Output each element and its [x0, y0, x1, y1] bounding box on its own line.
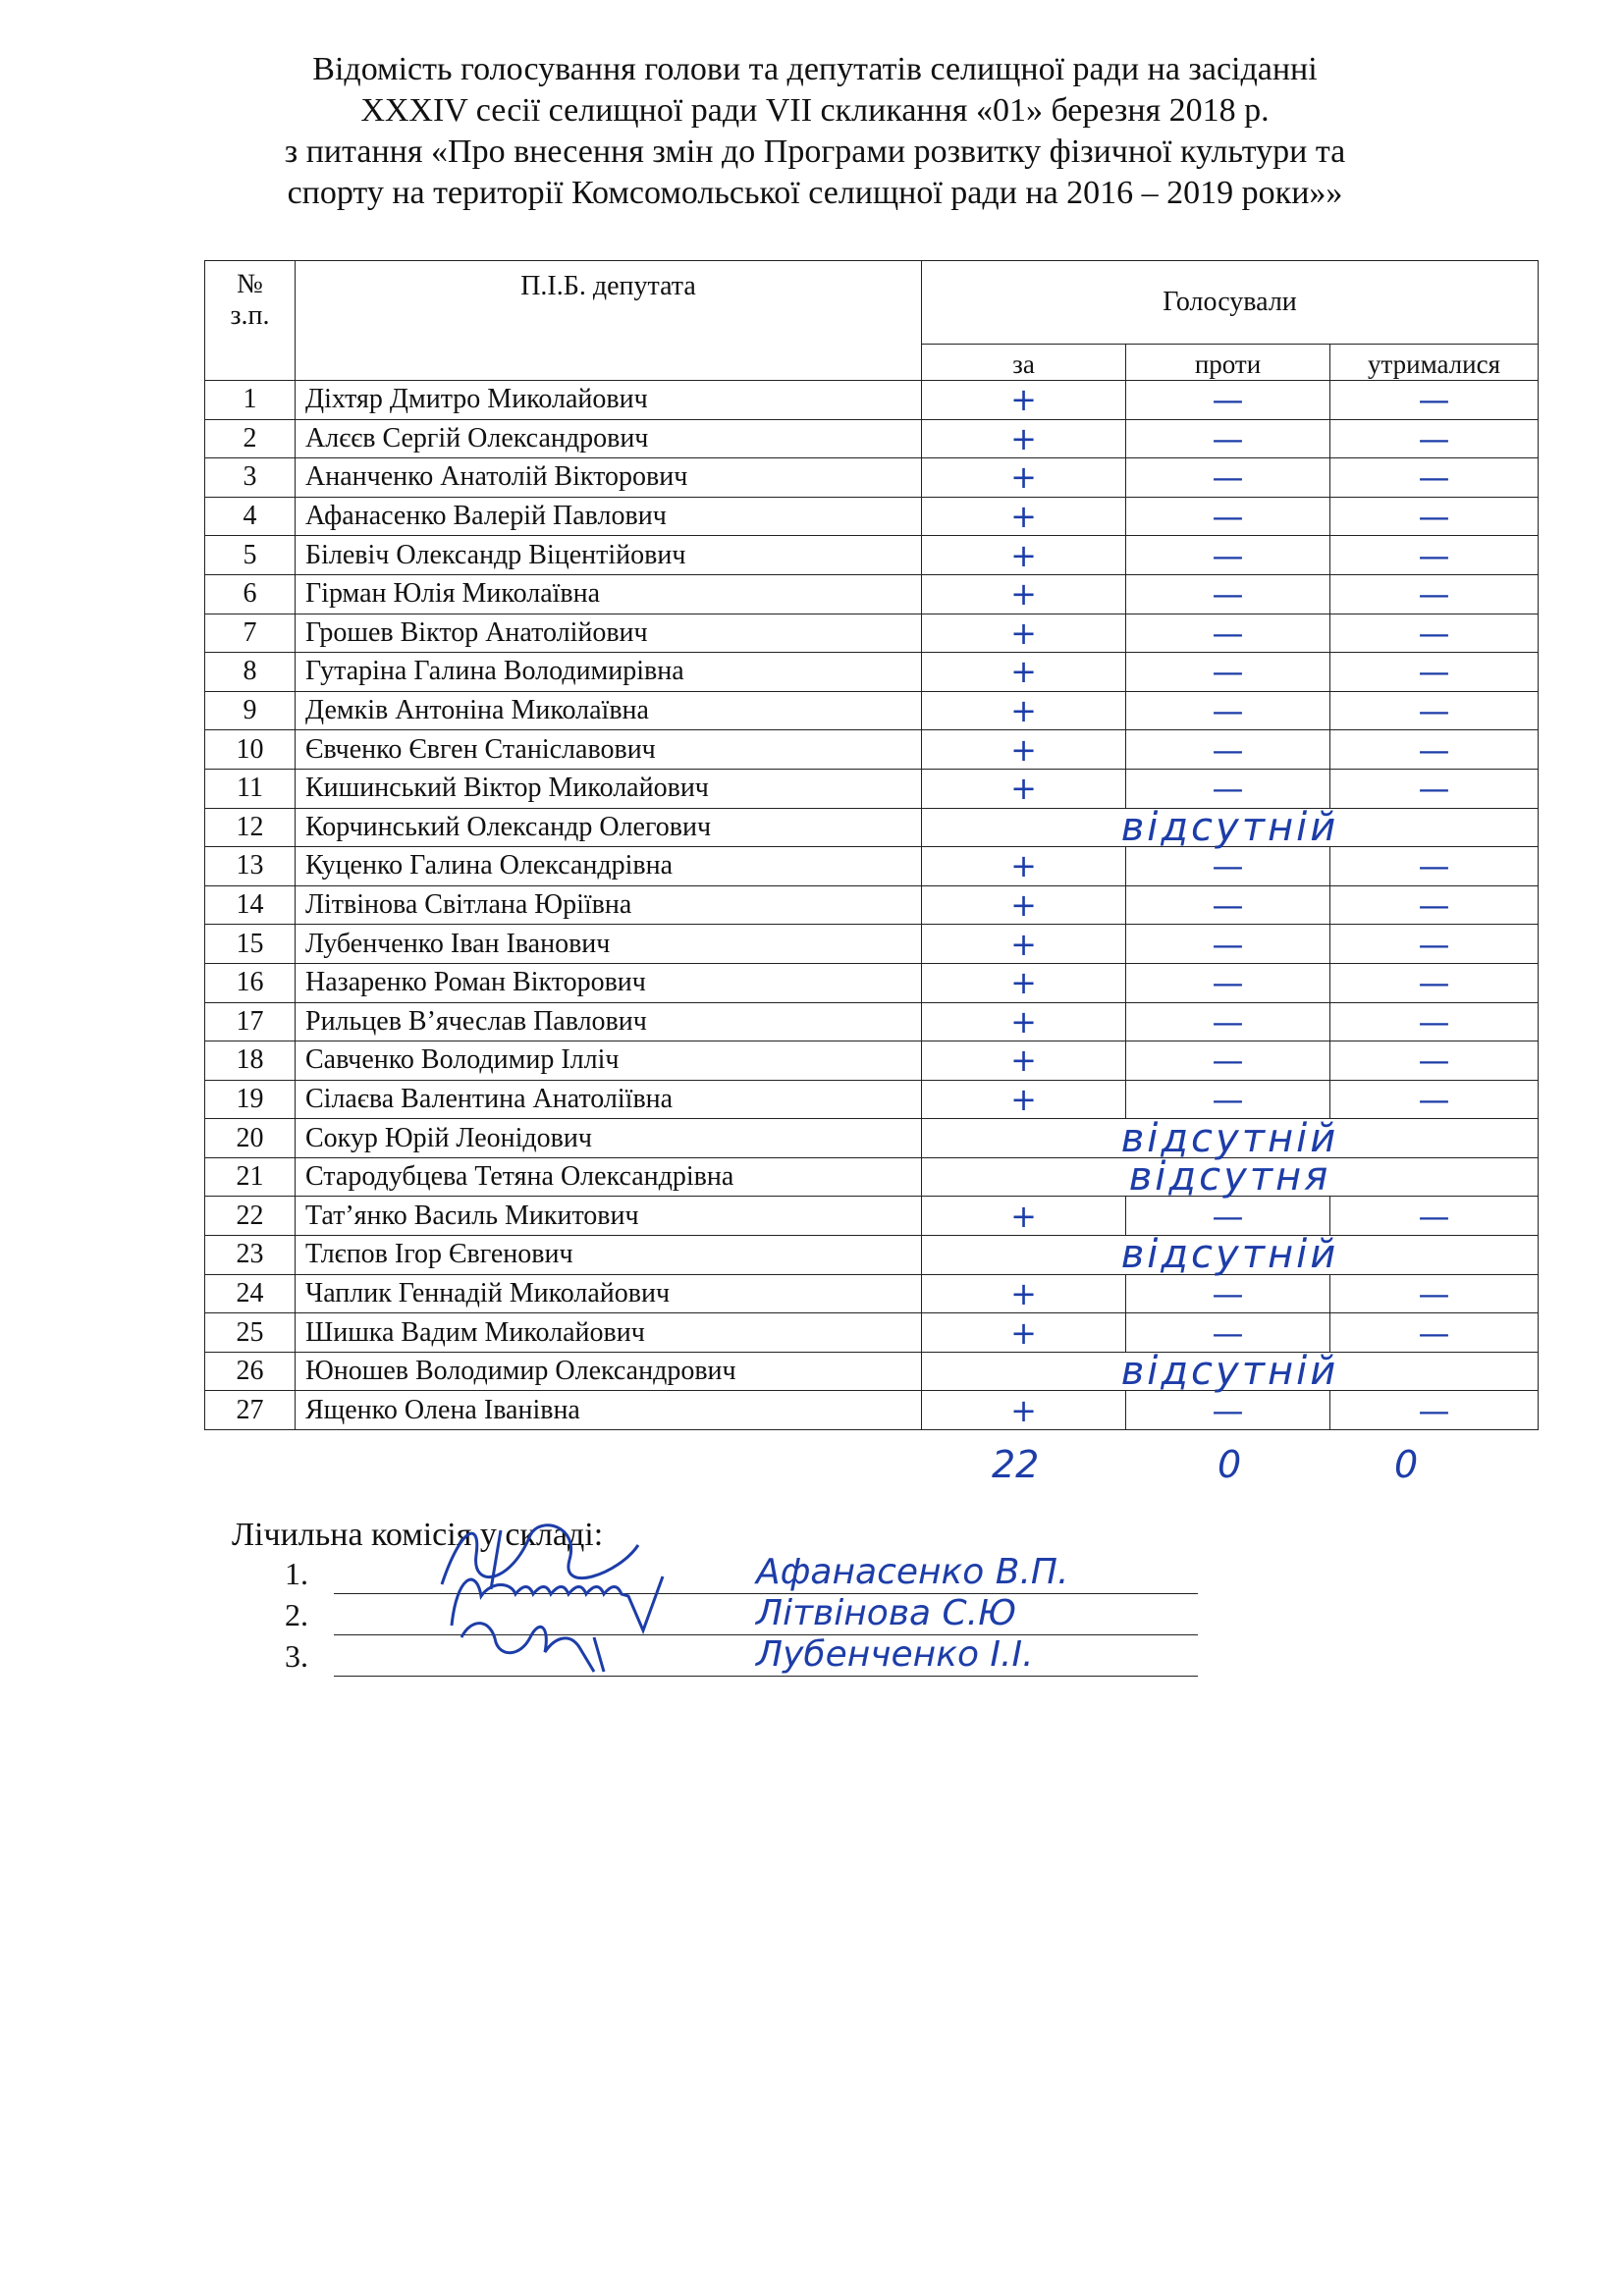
vote-against: —: [1126, 1274, 1330, 1313]
row-number: 8: [205, 653, 296, 692]
deputy-name: Юношев Володимир Олександрович: [296, 1352, 922, 1391]
deputy-name: Шишка Вадим Миколайович: [296, 1313, 922, 1353]
vote-against: —: [1126, 691, 1330, 730]
row-number: 12: [205, 808, 296, 847]
vote-against: —: [1126, 574, 1330, 614]
row-number: 14: [205, 885, 296, 925]
deputy-name: Лубенченко Іван Іванович: [296, 925, 922, 964]
row-number: 2: [205, 419, 296, 458]
vote-for: +: [922, 1002, 1126, 1041]
vote-abstain: —: [1330, 381, 1539, 420]
vote-against: —: [1126, 1391, 1330, 1430]
vote-against: —: [1126, 458, 1330, 498]
table-row: [205, 1197, 1539, 1236]
table-row: [205, 1080, 1539, 1119]
vote-for: +: [922, 730, 1126, 770]
deputy-name: Куценко Галина Олександрівна: [296, 847, 922, 886]
table-row: [205, 1236, 1539, 1275]
vote-against: —: [1126, 1080, 1330, 1119]
table-row: [205, 1157, 1539, 1197]
deputy-name: Євченко Євген Станіславович: [296, 730, 922, 770]
deputy-name: Ященко Олена Іванівна: [296, 1391, 922, 1430]
vote-against: —: [1126, 1197, 1330, 1236]
vote-against: —: [1126, 730, 1330, 770]
vote-for: +: [922, 614, 1126, 653]
vote-abstain: —: [1330, 1080, 1539, 1119]
deputy-name: Діхтяр Дмитро Миколайович: [296, 381, 922, 420]
vote-abstain: —: [1330, 963, 1539, 1002]
row-number: 26: [205, 1352, 296, 1391]
table-row: [205, 885, 1539, 925]
vote-against: —: [1126, 769, 1330, 808]
deputy-name: Сілаєва Валентина Анатоліївна: [296, 1080, 922, 1119]
commission-label: Лічильна комісія у складі:: [232, 1517, 604, 1553]
commission-member-number: 1.: [285, 1556, 308, 1591]
row-number: 16: [205, 963, 296, 1002]
vote-abstain: —: [1330, 536, 1539, 575]
vote-for: +: [922, 963, 1126, 1002]
vote-against: —: [1126, 885, 1330, 925]
vote-against: —: [1126, 963, 1330, 1002]
table-row: [205, 963, 1539, 1002]
deputy-name: Гутаріна Галина Володимирівна: [296, 653, 922, 692]
vote-for: +: [922, 1080, 1126, 1119]
row-number: 17: [205, 1002, 296, 1041]
deputy-name: Білевіч Олександр Віцентійович: [296, 536, 922, 575]
commission-member-name: Літвінова С.Ю: [756, 1593, 1016, 1633]
table-row: [205, 419, 1539, 458]
vote-abstain: —: [1330, 419, 1539, 458]
column-header-number: [205, 261, 296, 381]
table-row: [205, 1002, 1539, 1041]
title-line-4: спорту на території Комсомольської селищної ради на 2016 – 2019 роки»»: [287, 175, 1343, 211]
vote-for: +: [922, 497, 1126, 536]
vote-for: +: [922, 847, 1126, 886]
row-number: 3: [205, 458, 296, 498]
column-header-number-line2: з.п.: [230, 300, 270, 331]
vote-abstain: —: [1330, 1002, 1539, 1041]
vote-abstain: —: [1330, 653, 1539, 692]
table-row: [205, 691, 1539, 730]
column-header-against: проти: [1126, 345, 1330, 381]
row-number: 20: [205, 1119, 296, 1158]
absent-mark: відсутній: [922, 1119, 1539, 1158]
vote-for: +: [922, 653, 1126, 692]
table-row: [205, 1041, 1539, 1081]
deputy-name: Рильцев В’ячеслав Павлович: [296, 1002, 922, 1041]
column-header-number-line1: №: [237, 269, 263, 299]
vote-for: +: [922, 458, 1126, 498]
title-line-3: з питання «Про внесення змін до Програми розвитку фізичної культури та: [284, 133, 1346, 170]
table-row: [205, 1391, 1539, 1430]
vote-for: +: [922, 1274, 1126, 1313]
row-number: 11: [205, 769, 296, 808]
vote-for: +: [922, 1041, 1126, 1081]
table-row: [205, 1313, 1539, 1353]
vote-for: +: [922, 381, 1126, 420]
vote-for: +: [922, 1313, 1126, 1353]
table-row: [205, 458, 1539, 498]
deputy-name: Гірман Юлія Миколаївна: [296, 574, 922, 614]
vote-against: —: [1126, 847, 1330, 886]
title-line-1: Відомість голосування голови та депутатів селищної ради на засіданні: [312, 51, 1318, 87]
commission-member-number: 2.: [285, 1597, 308, 1632]
vote-against: —: [1126, 1041, 1330, 1081]
row-number: 18: [205, 1041, 296, 1081]
table-row: [205, 497, 1539, 536]
vote-abstain: —: [1330, 1274, 1539, 1313]
vote-for: +: [922, 1391, 1126, 1430]
commission-member-3: [285, 1633, 1198, 1677]
vote-abstain: —: [1330, 847, 1539, 886]
signature-icon: [383, 1598, 697, 1677]
vote-abstain: —: [1330, 885, 1539, 925]
row-number: 23: [205, 1236, 296, 1275]
row-number: 1: [205, 381, 296, 420]
row-number: 24: [205, 1274, 296, 1313]
deputy-name: Чаплик Геннадій Миколайович: [296, 1274, 922, 1313]
vote-against: —: [1126, 925, 1330, 964]
row-number: 15: [205, 925, 296, 964]
row-number: 21: [205, 1157, 296, 1197]
deputy-name: Грошев Віктор Анатолійович: [296, 614, 922, 653]
vote-against: —: [1126, 419, 1330, 458]
title-line-2: XXXIV сесії селищної ради VII скликання «01» березня 2018 р.: [360, 92, 1270, 129]
vote-abstain: —: [1330, 1313, 1539, 1353]
voting-table: [204, 260, 1539, 1430]
vote-abstain: —: [1330, 691, 1539, 730]
table-row: [205, 730, 1539, 770]
absent-mark: відсутня: [922, 1157, 1539, 1197]
deputy-name: Назаренко Роман Вікторович: [296, 963, 922, 1002]
vote-for: +: [922, 885, 1126, 925]
row-number: 13: [205, 847, 296, 886]
document-title: [147, 49, 1483, 214]
vote-abstain: —: [1330, 1197, 1539, 1236]
vote-abstain: —: [1330, 574, 1539, 614]
commission-member-name: Афанасенко В.П.: [756, 1552, 1069, 1592]
vote-against: —: [1126, 497, 1330, 536]
vote-against: —: [1126, 1313, 1330, 1353]
deputy-name: Савченко Володимир Ілліч: [296, 1041, 922, 1081]
vote-abstain: —: [1330, 458, 1539, 498]
deputy-name: Тат’янко Василь Микитович: [296, 1197, 922, 1236]
column-header-name: П.І.Б. депутата: [296, 261, 922, 381]
table-row: [205, 808, 1539, 847]
voting-table-body: [205, 381, 1539, 1430]
vote-abstain: —: [1330, 614, 1539, 653]
deputy-name: Демків Антоніна Миколаївна: [296, 691, 922, 730]
table-row: [205, 574, 1539, 614]
deputy-name: Стародубцева Тетяна Олександрівна: [296, 1157, 922, 1197]
vote-abstain: —: [1330, 769, 1539, 808]
vote-for: +: [922, 925, 1126, 964]
absent-mark: відсутній: [922, 1236, 1539, 1275]
column-header-abstain: утрималися: [1330, 345, 1539, 381]
vote-abstain: —: [1330, 925, 1539, 964]
deputy-name: Афанасенко Валерій Павлович: [296, 497, 922, 536]
vote-for: +: [922, 1197, 1126, 1236]
deputy-name: Ананченко Анатолій Вікторович: [296, 458, 922, 498]
deputy-name: Кишинський Віктор Миколайович: [296, 769, 922, 808]
vote-abstain: —: [1330, 730, 1539, 770]
row-number: 4: [205, 497, 296, 536]
vote-against: —: [1126, 1002, 1330, 1041]
vote-abstain: —: [1330, 497, 1539, 536]
vote-for: +: [922, 691, 1126, 730]
row-number: 10: [205, 730, 296, 770]
table-row: [205, 769, 1539, 808]
table-row: [205, 653, 1539, 692]
row-number: 19: [205, 1080, 296, 1119]
row-number: 7: [205, 614, 296, 653]
row-number: 5: [205, 536, 296, 575]
total-for: 22: [992, 1443, 1040, 1486]
table-row: [205, 925, 1539, 964]
table-row: [205, 1274, 1539, 1313]
vote-abstain: —: [1330, 1391, 1539, 1430]
commission-member-name: Лубенченко І.І.: [756, 1634, 1034, 1675]
row-number: 6: [205, 574, 296, 614]
vote-against: —: [1126, 653, 1330, 692]
vote-against: —: [1126, 381, 1330, 420]
absent-mark: відсутній: [922, 808, 1539, 847]
row-number: 27: [205, 1391, 296, 1430]
vote-against: —: [1126, 614, 1330, 653]
table-row: [205, 847, 1539, 886]
vote-abstain: —: [1330, 1041, 1539, 1081]
total-abstain: 0: [1394, 1443, 1419, 1486]
deputy-name: Корчинський Олександр Олегович: [296, 808, 922, 847]
commission-member-number: 3.: [285, 1638, 308, 1674]
absent-mark: відсутній: [922, 1352, 1539, 1391]
column-header-for: за: [922, 345, 1126, 381]
table-row: [205, 614, 1539, 653]
column-header-voted: Голосували: [922, 261, 1539, 345]
vote-against: —: [1126, 536, 1330, 575]
deputy-name: Літвінова Світлана Юріївна: [296, 885, 922, 925]
row-number: 9: [205, 691, 296, 730]
vote-for: +: [922, 419, 1126, 458]
vote-for: +: [922, 536, 1126, 575]
deputy-name: Сокур Юрій Леонідович: [296, 1119, 922, 1158]
row-number: 22: [205, 1197, 296, 1236]
deputy-name: Алєєв Сергій Олександрович: [296, 419, 922, 458]
deputy-name: Тлєпов Ігор Євгенович: [296, 1236, 922, 1275]
table-row: [205, 1119, 1539, 1158]
table-row: [205, 1352, 1539, 1391]
vote-for: +: [922, 769, 1126, 808]
total-against: 0: [1218, 1443, 1242, 1486]
table-row: [205, 381, 1539, 420]
vote-for: +: [922, 574, 1126, 614]
table-row: [205, 536, 1539, 575]
row-number: 25: [205, 1313, 296, 1353]
